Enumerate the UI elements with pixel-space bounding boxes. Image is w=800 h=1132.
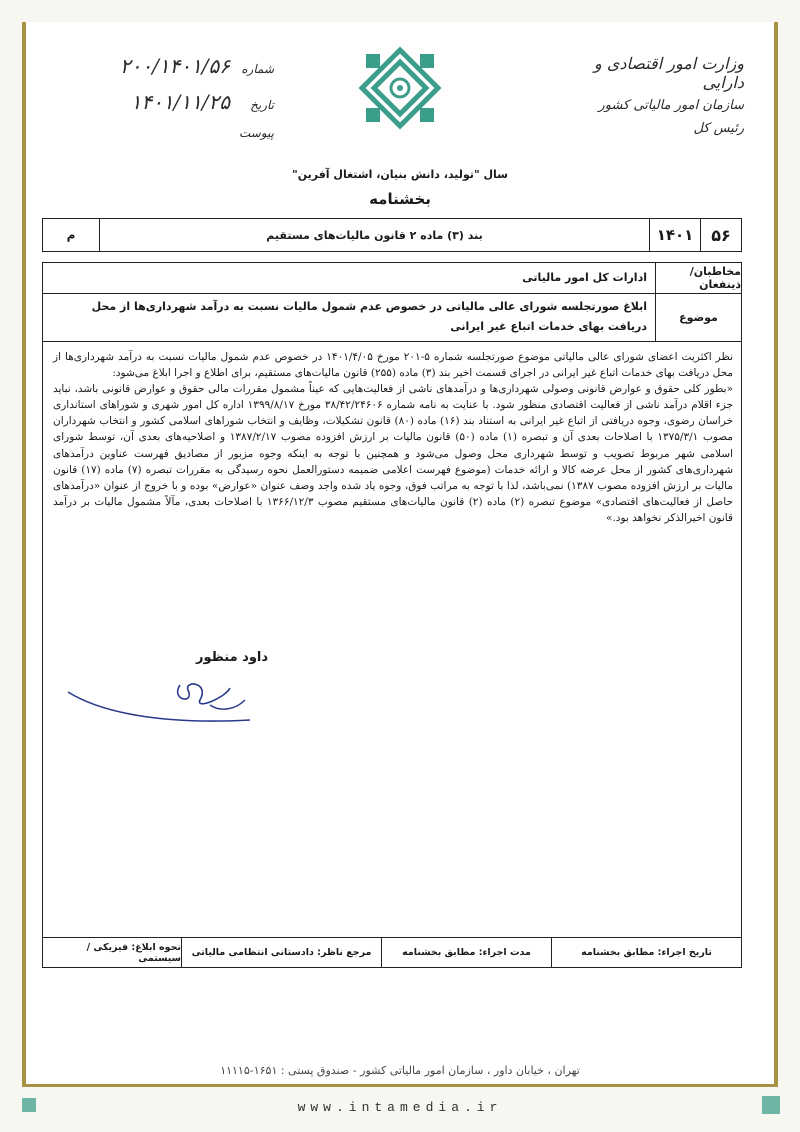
number-row — [64, 54, 274, 90]
body-paragraph-intro: نظر اکثریت اعضای شورای عالی مالیاتی موضوع صورتجلسه شماره ۵-۲۰۱ مورخ ۱۴۰۱/۴/۰۵ در خصوص عدم شمول مالیات نسبت به درآمد شهرداری‌ها از محل دریافت بهای خدمات اتباع غیر ایرانی در اجرای قسمت اخیر بند (۳) ماده (۲۵۵) قانون مالیات‌های مستقیم، برای اطلاع و اجرا ابلاغ می‌شود: — [53, 351, 734, 380]
execution-period: مدت اجراء: مطابق بخشنامه — [381, 938, 551, 967]
date-label: تاریخ — [250, 98, 274, 112]
year-motto: سال "تولید، دانش بنیان، اشتغال آفرین" — [292, 168, 508, 181]
reference-bar — [42, 218, 742, 252]
letter-meta — [64, 54, 274, 146]
tax-organization-logo-icon — [358, 46, 442, 130]
frame-border-right — [774, 22, 778, 1086]
agency-name: سازمان امور مالیاتی کشور — [598, 98, 744, 113]
addressees-row — [43, 263, 741, 294]
circular-subject-ref: بند (۳) ماده ۲ قانون مالیات‌های مستقیم — [266, 228, 483, 242]
attachment-row — [64, 126, 274, 146]
subject-value: ابلاغ صورتجلسه شورای عالی مالیاتی در خصوص عدم شمول مالیات نسبت به درآمد شهرداری‌ها از محل دریافت بهای خدمات اتباع غیر ایرانی — [91, 300, 647, 333]
ministry-name: وزارت امور اقتصادی و دارایی — [594, 54, 744, 92]
corner-square-right — [762, 1096, 780, 1114]
attachment-label: پیوست — [239, 126, 274, 140]
date-value: ۱۴۰۱/۱۱/۲۵ — [130, 90, 230, 114]
addressees-label: مخاطبان/ذینفعان — [655, 263, 741, 293]
role-title: رئیس کل — [693, 121, 744, 136]
subject-label: موضوع — [655, 293, 741, 341]
website-url: www.intamedia.ir — [297, 1100, 503, 1115]
circular-code: م — [43, 219, 100, 251]
subject-row — [43, 293, 741, 342]
body-text — [53, 349, 733, 526]
supervising-authority: مرجع ناظر: دادستانی انتظامی مالیاتی — [181, 938, 381, 967]
date-row — [64, 90, 274, 126]
postal-address: تهران ، خیابان داور ، سازمان امور مالیاتی کشور - صندوق پستی : ۱۶۵۱-۱۱۱۱۵ — [220, 1064, 580, 1077]
number-label: شماره — [241, 62, 274, 76]
frame-border-bottom — [22, 1084, 778, 1087]
addressees-value: ادارات کل امور مالیاتی — [522, 271, 647, 284]
circular-number: ۵۶ — [711, 225, 731, 245]
org-header — [574, 54, 744, 136]
frame-border-left — [22, 22, 26, 1086]
corner-square-left — [22, 1098, 36, 1112]
circular-body-box — [42, 262, 742, 968]
execution-date: تاریخ اجراء: مطابق بخشنامه — [551, 938, 741, 967]
execution-info-row — [43, 937, 741, 967]
handwritten-signature-icon — [60, 670, 260, 730]
document-type-title: بخشنامه — [369, 190, 431, 208]
circular-year: ۱۴۰۱ — [649, 219, 701, 251]
number-value: ۲۰۰/۱۴۰۱/۵۶ — [119, 54, 230, 78]
body-paragraph-ruling: «بطور کلی حقوق و عوارض قانونی وصولی شهرداری‌ها و درآمدهای ناشی از فعالیت‌هایی که عیناً مشمول مقررات مالی حقوق و عوارض قانونی باشد، نباید جزء اقلام درآمد ناشی از فعالیت اقتصادی منظور شود. با عنایت به نامه شماره ۳۸/۴۲/۲۴۶۰۶ مورخ ۱۳۹۹/۸/۱۷ اداره کل امور شهری و شوراهای استانداری خراسان رضوی، وجوه دریافتی از اتباع غیر ایرانی به استناد بند (۱۶) ماده (۸۰) قانون تشکیلات، وظایف و انتخاب شوراهای اسلامی کشور و انتخاب شهرداران مصوب ۱۳۷۵/۳/۱ با اصلاحات بعدی آن و تبصره (۱) ماده (۵۰) قانون مالیات بر ارزش افزوده مصوب ۱۳۸۷/۲/۱۷ و اصلاحیه‌های بعدی آن، توسط شورای اسلامی شهر مربوط تصویب و توسط شهرداری محل وصول می‌شود و همچنین با توجه به اینکه وجوه مزبور از مصادیق فهرست عناوین درآمدهای شهرداری‌های کشور از محل عرضه کالا و ارائه خدمات (موضوع فهرست اعلامی ضمیمه دستورالعمل نحوه رسیدگی به مقررات تبصره (۷) ماده (۱۷) قانون مالیات بر ارزش افزوده مصوب ۱۳۸۷) نمی‌باشد، لذا با توجه به مراتب فوق، وجوه یاد شده واجد وصف عنوان «عوارض» بوده و با خروج از عنوان «درآمدهای حاصل از فعالیت‌های اقتصادی» موضوع تبصره (۲) ماده (۲) قانون مالیات‌های مستقیم مصوب ۱۳۶۶/۱۲/۳ با اصلاحات بعدی، مآلاً مشمول مالیات بر درآمد قانون اخیرالذکر نخواهد بود.» — [53, 383, 734, 524]
delivery-method: نحوه ابلاغ: فیزیکی / سیستمی — [86, 941, 181, 964]
signer-name: داود منظور — [196, 650, 269, 665]
